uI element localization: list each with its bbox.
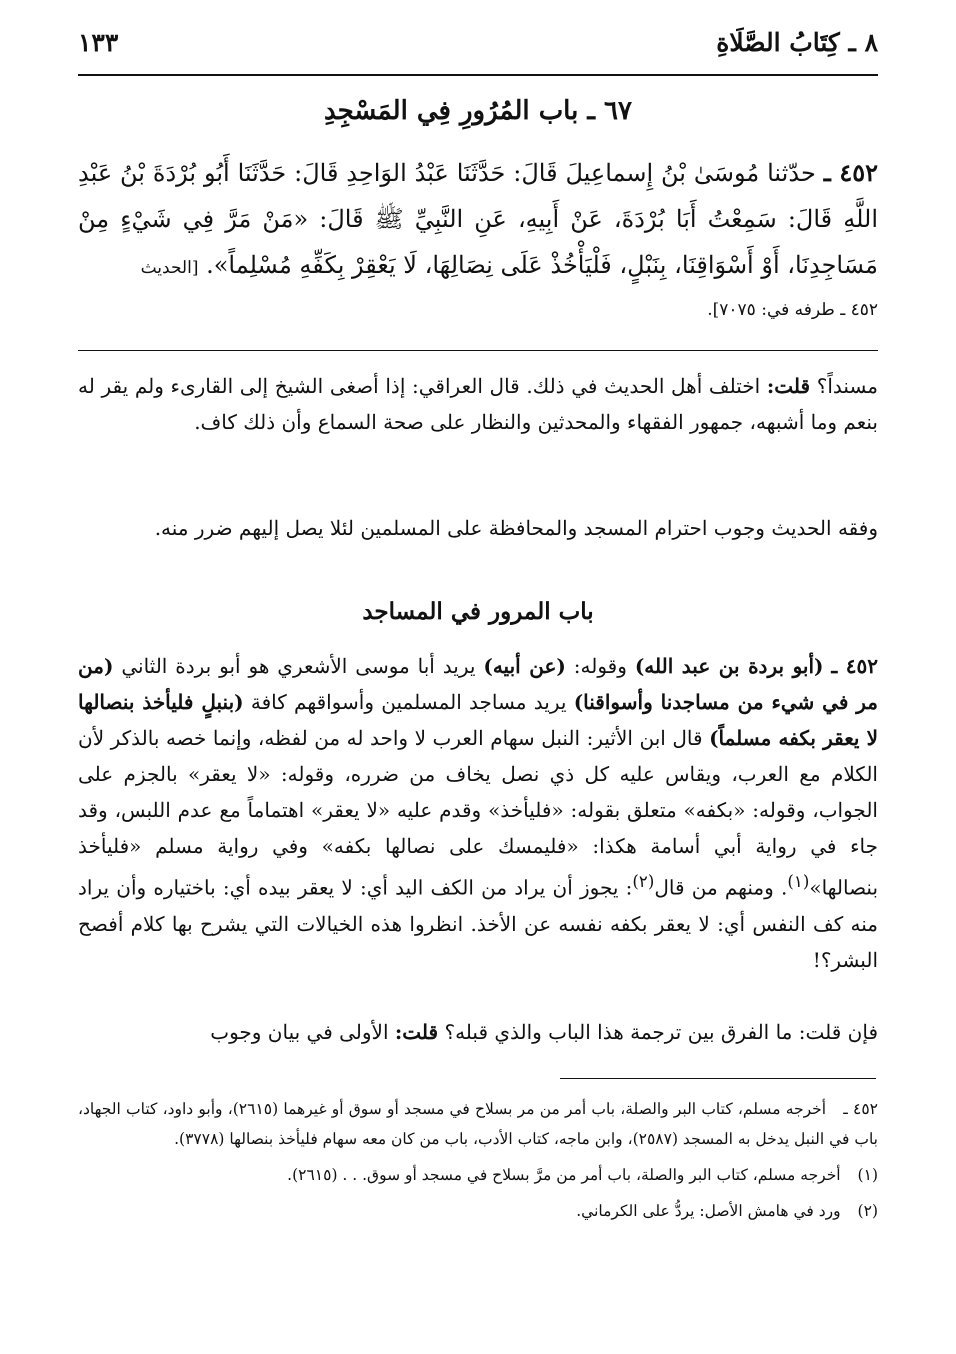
section-text-5: . ومنهم من قال <box>654 875 788 900</box>
qultu-keyword: قلت: <box>766 374 811 398</box>
footnote-ref-1[interactable]: (١) <box>787 872 810 891</box>
section-text-2: يريد أبا موسى الأشعري هو أبو بردة الثاني <box>121 654 476 678</box>
footnote-text: أخرجه مسلم، كتاب البر والصلة، باب أمر من مرَّ بسلاح في مسجد أو سوق. . . (٢٦١٥). <box>287 1166 841 1184</box>
section-body <box>78 648 878 978</box>
hadith-text: حدّثنا مُوسَىٰ بْنُ إِسماعِيلَ قَالَ: حَدَّثَنَا عَبْدُ الوَاحِدِ قَالَ: حَدَّثَنَا أَبُو بُرْدَةَ بْنُ عَبْدِ اللَّهِ قَالَ: سَمِعْتُ أَبَا بُرْدَةَ، عَنْ أَبِيهِ، عَنِ النَّبِيِّ ﷺ قَالَ: «مَنْ مَرَّ فِي شَيْءٍ مِنْ مَسَاجِدِنَا، أَوْ أَسْوَاقِنَا، بِنَبْلٍ، فَلْيَأْخُذْ عَلَى نِصَالِهَا، لَا يَعْقِرْ بِكَفِّهِ مُسْلِماً». <box>78 159 878 279</box>
section-text-3: يريد مساجد المسلمين وأسواقهم كافة <box>250 690 567 714</box>
last-paragraph <box>78 1014 878 1050</box>
running-header <box>78 28 878 70</box>
section-title: باب المرور في المساجد <box>362 598 594 625</box>
section-text-4: قال ابن الأثير: النبل سهام العرب لا واحد له من لفظه، وإنما خصه بالذكر لأن الكلام مع العرب، ويقاس عليه كل ذي نصل يخاف من ضرره، وقوله: «لا يعقر» بالجزم على الجواب، وقوله: «بكفه» متعلق بقوله: «فليأخذ» وقدم عليه «لا يعقر» اهتماماً مع عدم اللبس، وقد جاء في رواية أبي أسامة هكذا: «فليمسك على نصالها بكفه» وفي رواية مسلم «فليأخذ بنصالها» <box>78 726 879 900</box>
commentary-paragraph-2: وفقه الحديث وجوب احترام المسجد والمحافظة على المسلمين لئلا يصل إليهم ضرر منه. <box>154 516 878 540</box>
commentary-intro: مسنداً؟ <box>816 374 878 398</box>
footnote-ref-2[interactable]: (٢) <box>632 872 655 891</box>
footnote-item <box>78 1196 878 1226</box>
hadith-note-end: ٤٥٢ ـ طرفه في: ٧٠٧٥]. <box>707 300 878 320</box>
section-text-1: وقوله: <box>573 654 627 678</box>
footnote-marker: (٢) <box>857 1202 878 1220</box>
footnotes <box>78 1094 878 1232</box>
quote-3: (من مر في شيء من مساجدنا وأسواقنا) <box>78 654 878 714</box>
footnote-item <box>78 1094 878 1154</box>
commentary-text-1: اختلف أهل الحديث في ذلك. قال العراقي: إذا أصغى الشيخ إلى القارىء ولم يقر له بنعم وما أشبهه، جمهور الفقهاء والمحدثين والنظار على صحة السماع وأن ذلك كاف. <box>78 374 878 434</box>
last-text-1: فإن قلت: ما الفرق بين ترجمة هذا الباب والذي قبله؟ <box>444 1020 878 1044</box>
quote-1: (أبو بردة بن عبد الله) <box>634 654 824 678</box>
footnote-marker: ٤٥٢ ـ <box>843 1100 879 1118</box>
footnote-text: أخرجه مسلم، كتاب البر والصلة، باب أمر من مر بسلاح في مسجد أو سوق أو غيرهما (٢٦١٥)، وأبو داود، كتاب الجهاد، باب في النبل يدخل به المسجد (٢٥٨٧)، وابن ماجه، كتاب الأدب، باب من كان معه سهام فليأخذ بنصالها (٣٧٧٨). <box>78 1100 878 1148</box>
quote-2: (عن أبيه) <box>483 654 566 678</box>
hadith-text-block <box>78 150 878 291</box>
commentary-paragraph-1 <box>78 368 878 440</box>
quote-4: (بنبلٍ فليأخذ بنصالها لا يعقر بكفه مسلماً) <box>78 690 878 750</box>
page-number: ١٣٣ <box>78 28 119 57</box>
footnote-item <box>78 1160 878 1190</box>
footnote-marker: (١) <box>857 1166 878 1184</box>
section-number: ٤٥٢ ـ <box>831 654 879 678</box>
book-title: ٨ ـ كِتَابُ الصَّلَاةِ <box>716 28 878 57</box>
last-text-2: الأولى في بيان وجوب <box>210 1020 389 1044</box>
footnote-divider <box>560 1078 876 1079</box>
footnote-text: ورد في هامش الأصل: يردُّ على الكرماني. <box>576 1202 841 1220</box>
hadith-number: ٤٥٢ ـ <box>823 158 878 187</box>
section-divider <box>78 350 878 351</box>
chapter-title: ٦٧ ـ باب المُرُورِ فِي المَسْجِدِ <box>324 96 632 126</box>
qultu-keyword-2: قلت: <box>394 1020 439 1044</box>
section-text-6: : يجوز أن يراد من الكف اليد أي: لا يعقر بيده أي: باختياره وأن يراد منه كف النفس أي: لا يعقر بكفه نفسه عن الأخذ. انظروا هذه الخيالات التي يشرح بها كلام أفصح البشر؟! <box>78 875 878 972</box>
hadith-note-start: [الحديث <box>140 258 199 278</box>
header-divider <box>78 74 878 76</box>
